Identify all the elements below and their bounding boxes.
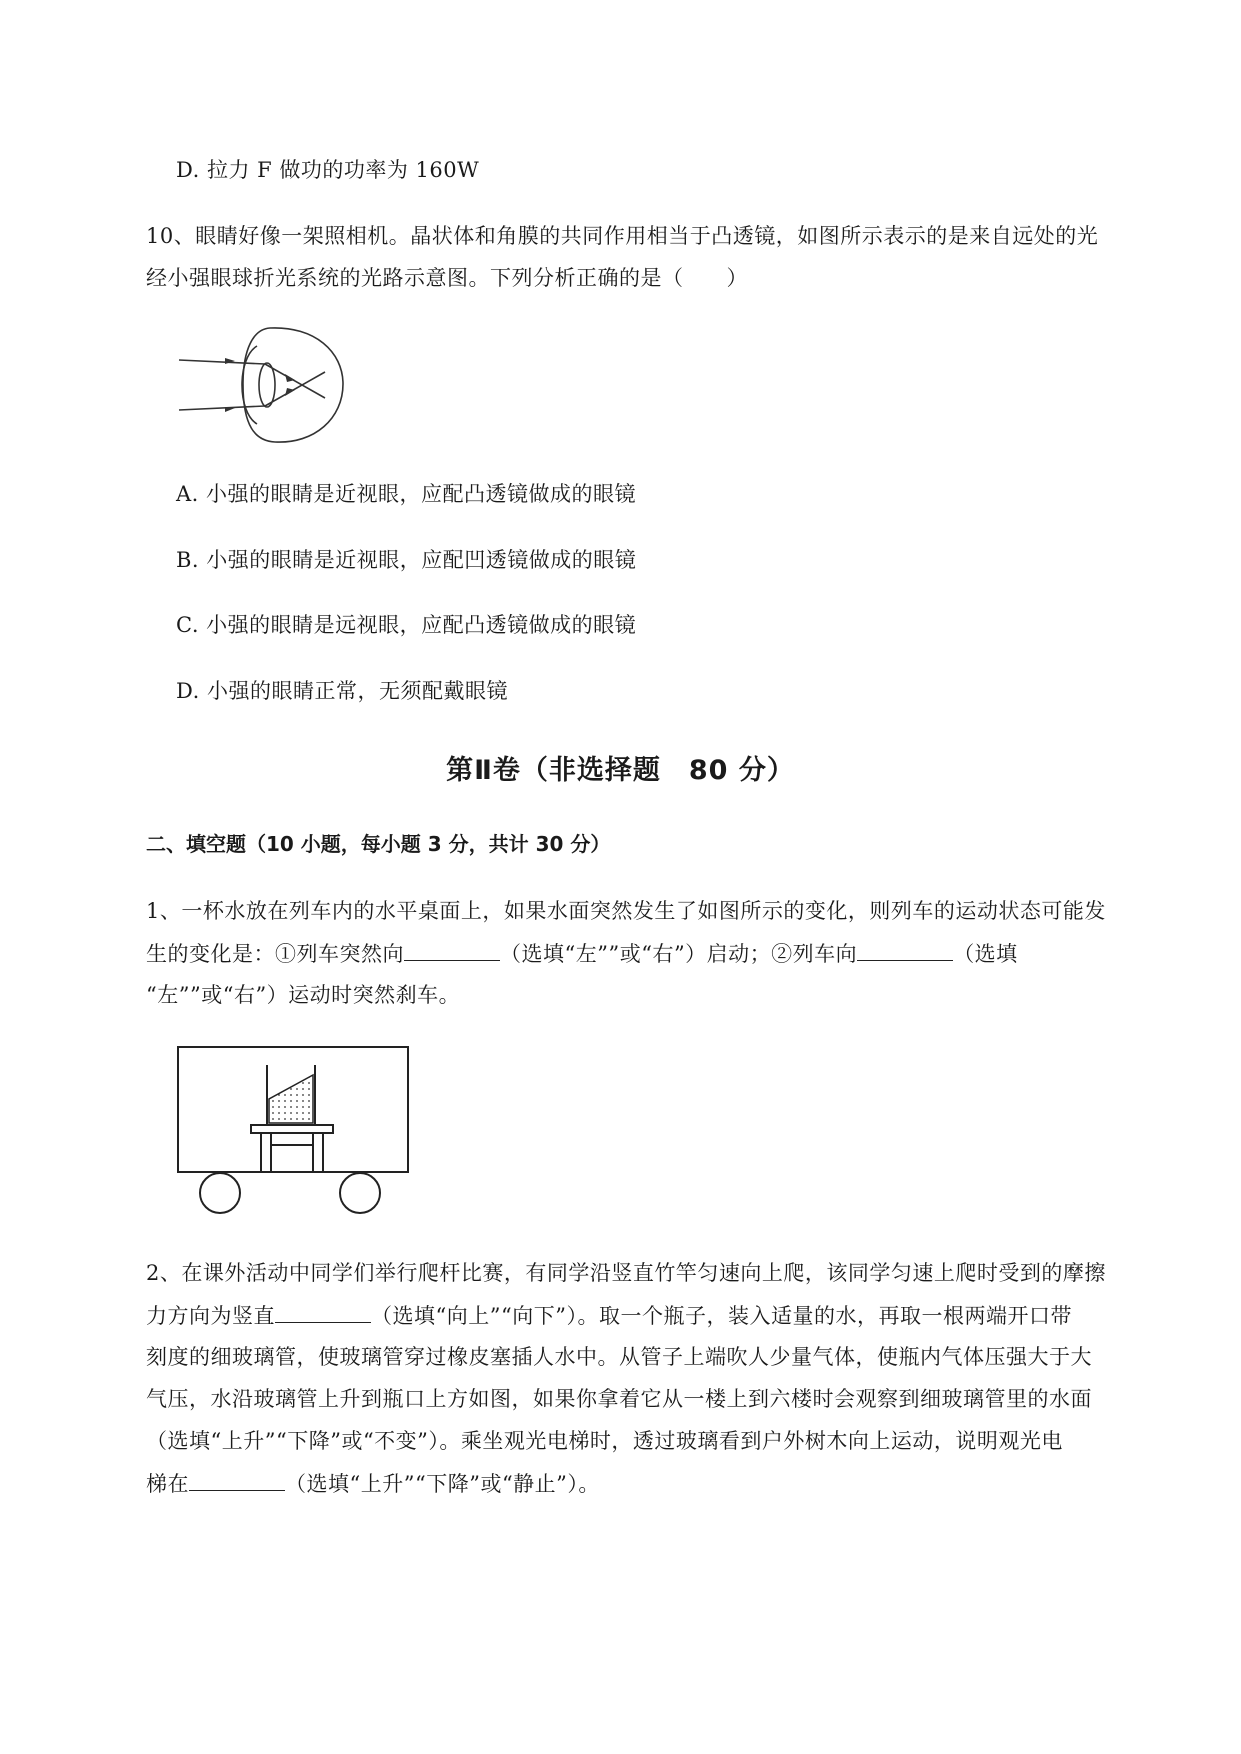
answer-blank-2[interactable] [857,938,953,961]
fill-1-line2 [146,938,1018,969]
fill-1-text-c: （选填 [953,942,1018,966]
fill-2-line5: （选填“上升”“下降”或“不变”）。乘坐观光电梯时，透过玻璃看到户外树木向上运动，说明观光电 [146,1429,1063,1453]
question-10-line2: 经小强眼球折光系统的光路示意图。下列分析正确的是（ ） [146,266,748,290]
fill-1-text-b: （选填“左””或“右”）启动；②列车向 [500,942,858,966]
fill-2-line3: 刻度的细玻璃管，使玻璃管穿过橡皮塞插人水中。从管子上端吹人少量气体，使瓶内气体压强大于大 [146,1345,1092,1369]
option-b: B. 小强的眼睛是近视眼，应配凹透镜做成的眼镜 [176,548,637,572]
answer-blank-1[interactable] [404,938,500,961]
option-d-prev: D. 拉力 F 做功的功率为 160W [176,158,480,182]
eye-diagram [175,322,355,447]
question-10-line1: 10、眼睛好像一架照相机。晶状体和角膜的共同作用相当于凸透镜，如图所示表示的是来自远处的光 [146,224,1099,248]
fill-2-text-a: 力方向为竖直 [146,1304,275,1328]
fill-2-line4: 气压，水沿玻璃管上升到瓶口上方如图，如果你拿着它从一楼上到六楼时会观察到细玻璃管里的水面 [146,1387,1092,1411]
fill-1-text-a: 生的变化是：①列车突然向 [146,942,404,966]
fill-2-text-d: （选填“上升”“下降”或“静止”）。 [285,1472,600,1496]
fill-1-line1: 1、一杯水放在列车内的水平桌面上，如果水面突然发生了如图所示的变化，则列车的运动状态可能发 [146,899,1106,923]
fill-2-line1: 2、在课外活动中同学们举行爬杆比赛，有同学沿竖直竹竿匀速向上爬，该同学匀速上爬时受到的摩擦 [146,1261,1106,1285]
option-a: A. 小强的眼睛是近视眼，应配凸透镜做成的眼镜 [176,482,637,506]
answer-blank-4[interactable] [189,1468,285,1491]
section-title: 第Ⅱ卷（非选择题 80 分） [446,755,795,786]
part-title: 二、填空题（10 小题，每小题 3 分，共计 30 分） [146,832,611,856]
fill-2-text-b: （选填“向上”“向下”）。取一个瓶子，装入适量的水，再取一根两端开口带 [371,1304,1072,1328]
train-cup-diagram [175,1045,415,1215]
fill-2-line6 [146,1468,600,1499]
answer-blank-3[interactable] [275,1300,371,1323]
fill-2-text-c: 梯在 [146,1472,189,1496]
fill-2-line2 [146,1300,1072,1331]
fill-1-line3: “左””或“右”）运动时突然刹车。 [146,983,461,1007]
option-d: D. 小强的眼睛正常，无须配戴眼镜 [176,679,508,703]
option-c: C. 小强的眼睛是远视眼，应配凸透镜做成的眼镜 [176,613,637,637]
